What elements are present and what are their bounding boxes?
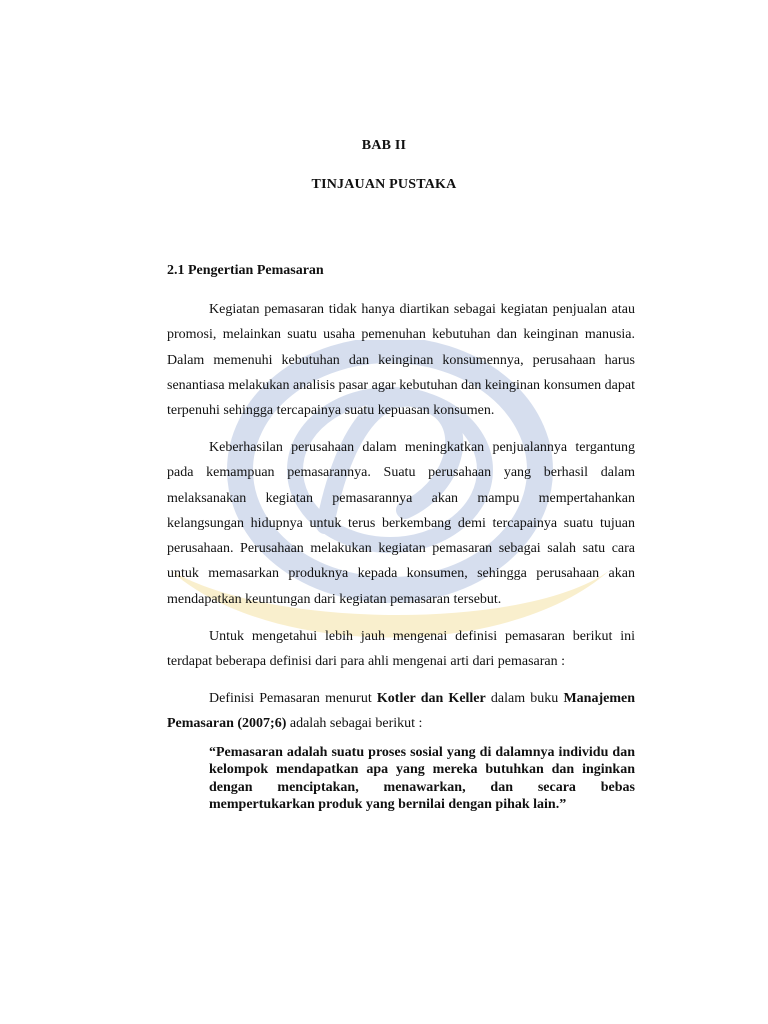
chapter-number: BAB II bbox=[361, 138, 407, 153]
paragraph-1: Kegiatan pemasaran tidak hanya diartikan sebagai kegiatan penjualan atau promosi, melainkan suatu usaha pemenuhan kebutuhan dan keinginan manusia. Dalam memenuhi kebutuhan dan keinginan konsumennya, perusahaan harus senantiasa melakukan analisis pasar agar kebutuhan dan keinginan konsumen dapat terpenuhi sehingga tercapainya suatu kepuasan konsumen. bbox=[167, 302, 635, 419]
paragraph-3: Untuk mengetahui lebih jauh mengenai definisi pemasaran berikut ini terdapat beberapa definisi dari para ahli mengenai arti dari pemasaran : bbox=[167, 629, 635, 670]
definition-quote: “Pemasaran adalah suatu proses sosial yang di dalamnya individu dan kelompok mendapatkan apa yang mereka butuhkan dan inginkan dengan menciptakan, menawarkan, dan secara bebas mempertukarkan produk yang bernilai dengan pihak lain.” bbox=[209, 745, 635, 812]
paragraph-4 bbox=[167, 686, 635, 737]
chapter-title: TINJAUAN PUSTAKA bbox=[311, 177, 457, 192]
paragraph-4-text: Definisi Pemasaran menurut bbox=[209, 691, 377, 706]
section-title: 2.1 Pengertian Pemasaran bbox=[167, 263, 324, 278]
author-name: Kotler dan Keller bbox=[376, 691, 486, 706]
paragraph-2: Keberhasilan perusahaan dalam meningkatkan penjualannya tergantung pada kemampuan pemasarannya. Suatu perusahaan yang berhasil dalam melaksanakan kegiatan pemasarannya akan mampu mempertahankan kelangsungan hidupnya untuk terus berkembang demi tercapainya suatu tujuan perusahaan. Perusahaan melakukan kegiatan pemasaran sebagai salah satu cara untuk memasarkan produknya kepada konsumen, sehingga perusahaan akan mendapatkan keuntungan dari kegiatan pemasaran tersebut. bbox=[167, 440, 635, 607]
book-title: Manajemen Pemasaran (2007;6) bbox=[167, 691, 636, 732]
paragraph-4-text: adalah sebagai berikut : bbox=[286, 716, 423, 732]
paragraph-4-text: dalam buku bbox=[485, 691, 564, 706]
